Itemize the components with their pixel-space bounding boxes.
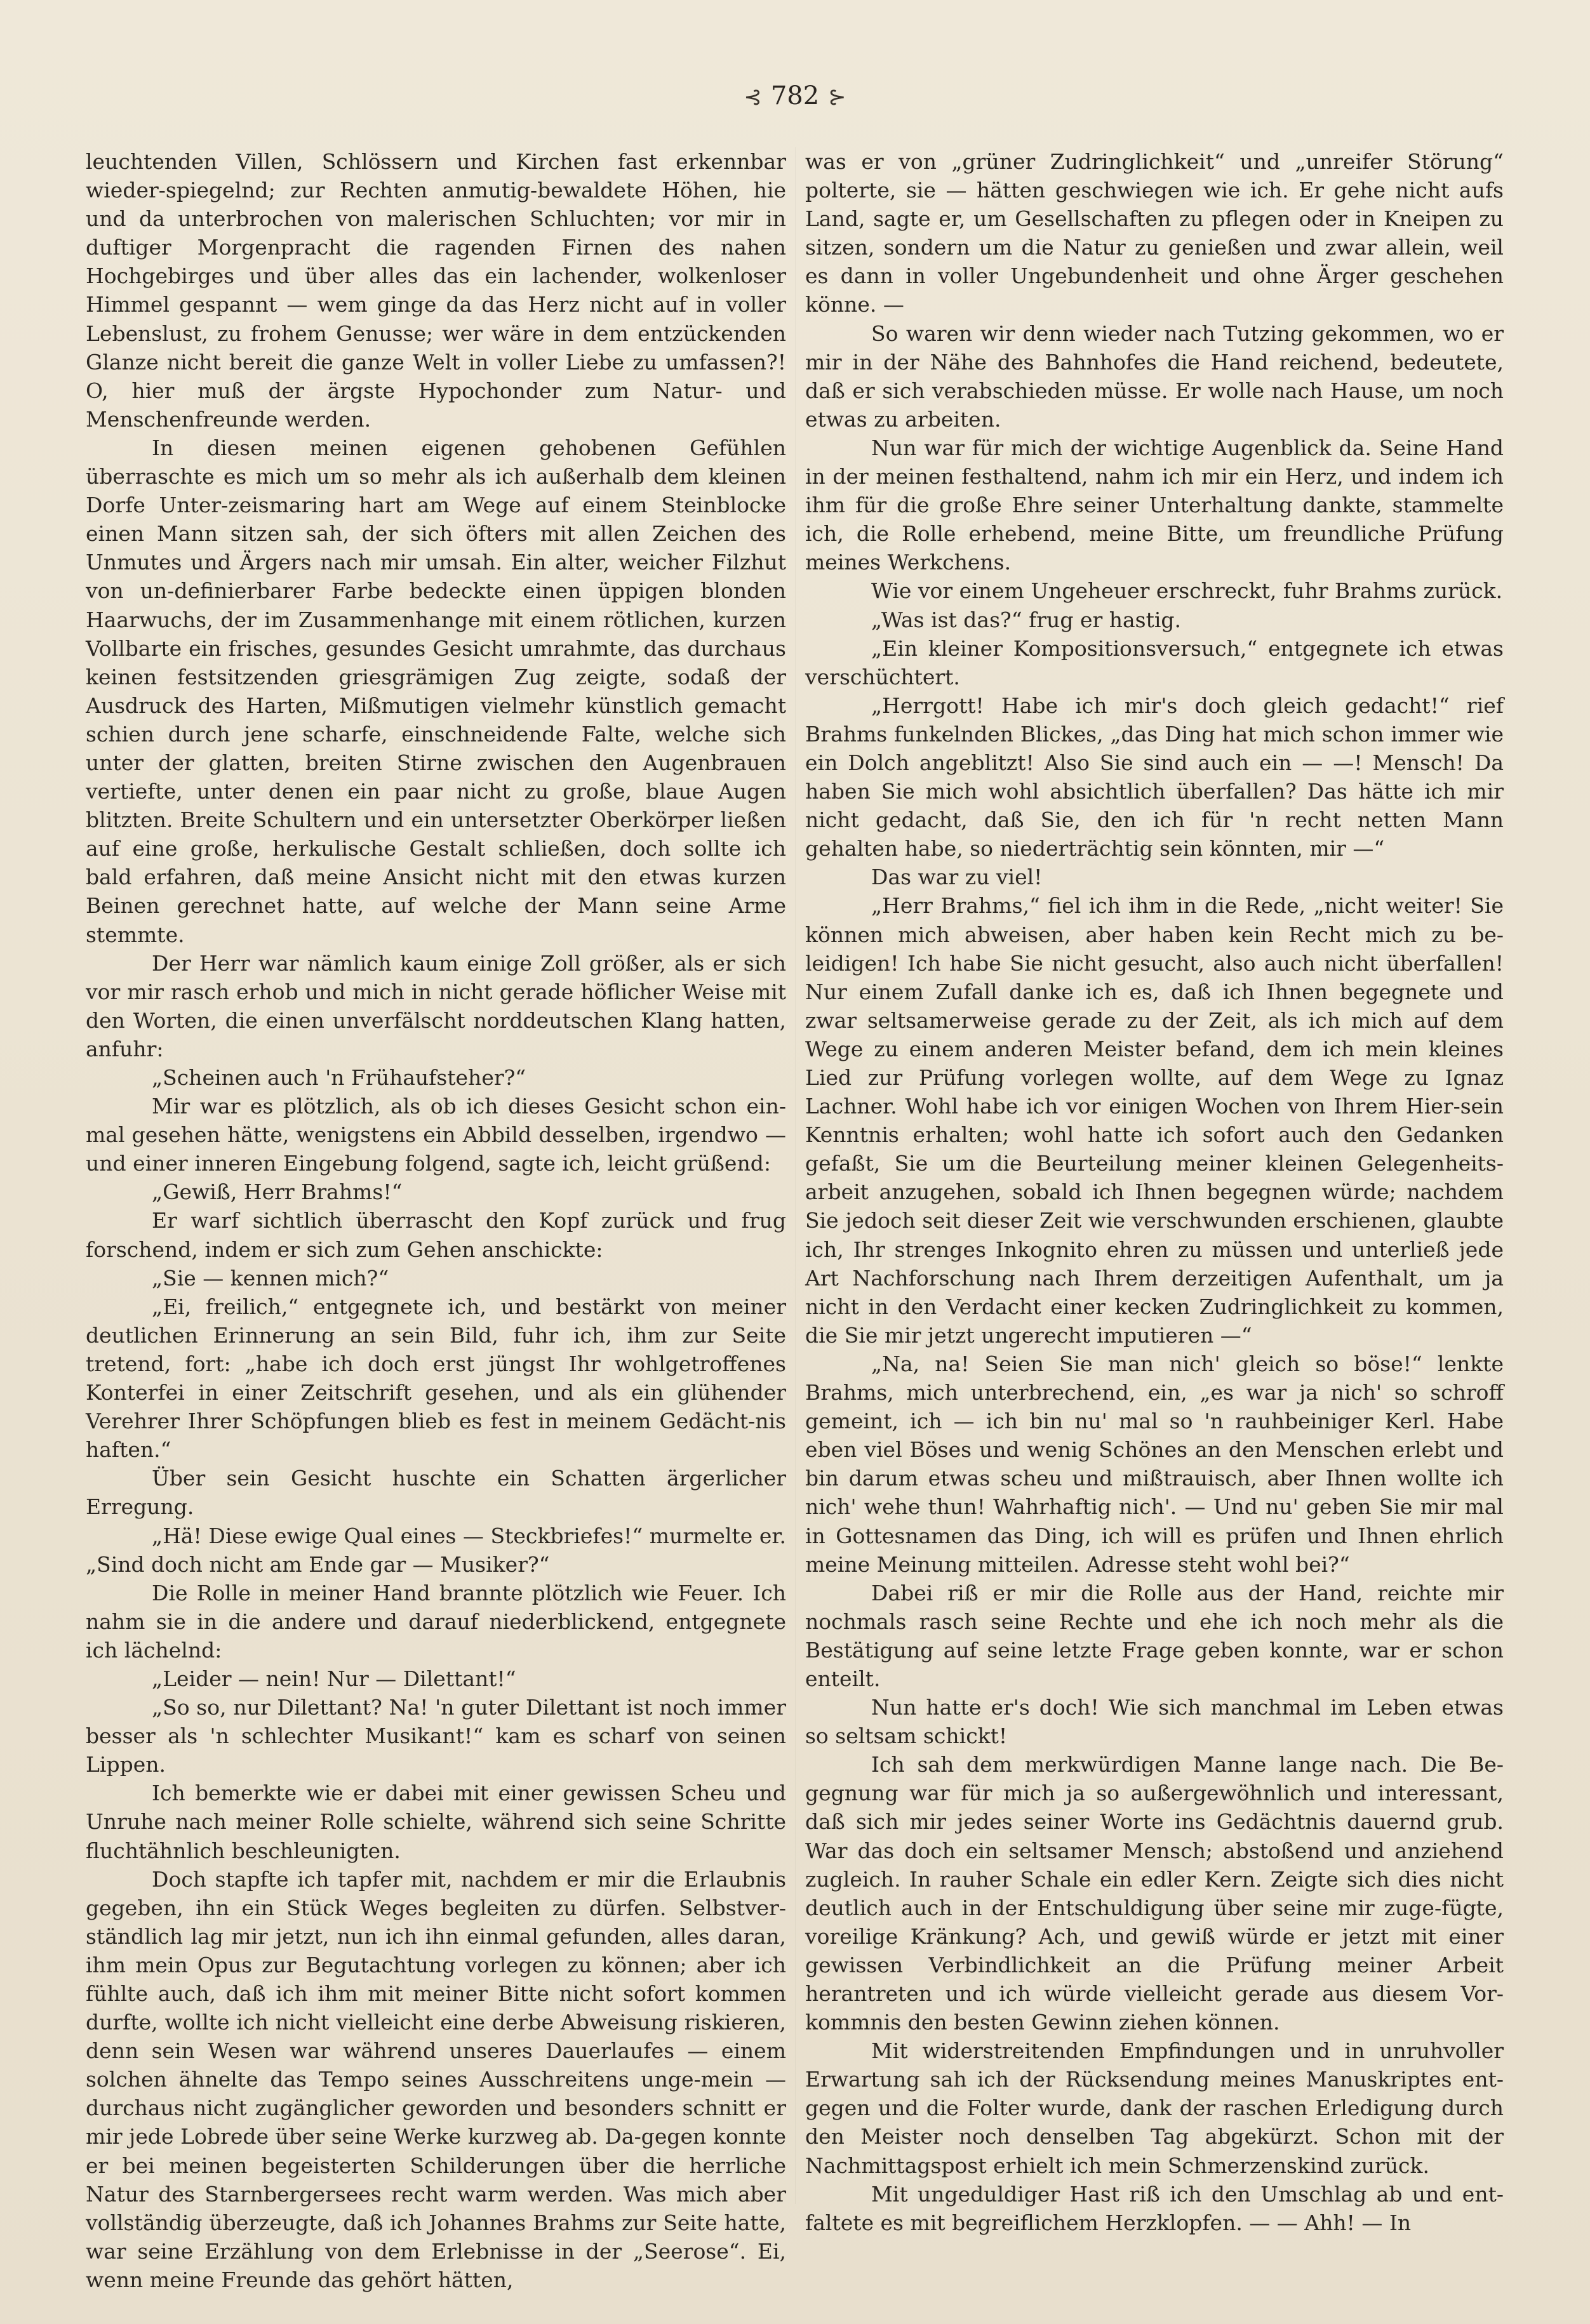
paragraph: Über sein Gesicht huschte ein Schatten ärgerlicher Erregung. (86, 1466, 786, 1520)
paragraph: „Sie — kennen mich?“ (152, 1265, 389, 1291)
page-number: 782 (770, 81, 820, 110)
paragraph: Wie vor einem Ungeheuer erschreckt, fuhr Brahms zurück. (871, 578, 1503, 604)
paragraph: „Leider — nein! Nur — Dilettant!“ (152, 1666, 516, 1691)
paragraph: In diesen meinen eigenen gehobenen Gefühlen überraschte es mich um so mehr als ich außerhalb dem kleinen Dorfe Unter-zeismaring hart am Wege auf einem Steinblocke einen Mann sitzen sah, der sich öfters mit allen Zeichen des Unmutes und Ärgers nach mir umsah. Ein alter, weicher Filzhut von un-definierbarer Farbe bedeckte einen üppigen blonden Haarwuchs, der im Zusammenhange mit einem rötlichen, kurzen Vollbarte ein frisches, gesundes Gesicht umrahmte, das durchaus keinen festsitzenden griesgrämigen Zug zeigte, sodaß der Ausdruck des Harten, Mißmutigen vielmehr künstlich gemacht schien durch jene scharfe, einschneidende Falte, welche sich unter der glatten, breiten Stirne zwischen den Augenbrauen vertiefte, unter denen ein paar nicht zu große, blaue Augen blitzten. Breite Schultern und ein untersetzter Oberkörper ließen auf eine große, herkulische Gestalt schließen, doch sollte ich bald erfahren, daß meine Ansicht nicht mit den etwas kurzen Beinen gerechnet hatte, auf welche der Mann seine Arme stemmte. (86, 435, 786, 947)
paragraph: „Ei, freilich,“ entgegnete ich, und bestärkt von meiner deutlichen Erinnerung an sein Bild, fuhr ich, ihm zur Seite tretend, fort: „habe ich doch erst jüngst Ihr wohlgetroffenes Konterfei in einer Zeitschrift gesehen, und als ein glühender Verehrer Ihrer Schöpfungen blieb es fest in meinem Gedächt-nis haften.“ (86, 1294, 786, 1463)
ornament-left-icon: ⊰ (744, 84, 762, 110)
paragraph: Er warf sichtlich überrascht den Kopf zurück und frug forschend, indem er sich zum Gehen anschickte: (86, 1208, 786, 1262)
left-column (86, 147, 786, 2294)
column-divider (795, 147, 796, 2204)
paragraph: „Ein kleiner Kompositionsversuch,“ entgegnete ich etwas verschüchtert. (805, 635, 1504, 689)
paragraph: „Gewiß, Herr Brahms!“ (152, 1179, 403, 1205)
paragraph: Dabei riß er mir die Rolle aus der Hand, reichte mir nochmals rasch seine Rechte und ehe ich noch mehr als die Bestätigung auf seine letzte Frage geben konnte, war er schon enteilt. (805, 1580, 1504, 1691)
paragraph: Nun war für mich der wichtige Augenblick da. Seine Hand in der meinen festhaltend, nahm ich mir ein Herz, und indem ich ihm für die große Ehre seiner Unterhaltung dankte, stammelte ich, die Rolle erhebend, meine Bitte, um freundliche Prüfung meines Werkchens. (805, 435, 1504, 575)
paragraph: Ich sah dem merkwürdigen Manne lange nach. Die Be-gegnung war für mich ja so außergewöhnlich und interessant, daß sich mir jedes seiner Worte ins Gedächtnis dauernd grub. War das doch ein seltsamer Mensch; abstoßend und anziehend zugleich. In rauher Schale ein edler Kern. Zeigte sich dies nicht deutlich auch in der Entschuldigung über seine mir zuge-fügte, voreilige Kränkung? Ach, und gewiß würde er jetzt mit einer gewissen Verbindlichkeit an die Prüfung meiner Arbeit herantreten und ich würde vielleicht gerade aus diesem Vor-kommnis den besten Gewinn ziehen können. (805, 1752, 1504, 2035)
right-column (805, 147, 1504, 2237)
paragraph: „Was ist das?“ frug er hastig. (871, 607, 1182, 632)
page-header (0, 81, 1590, 110)
paragraph: Mit widerstreitenden Empfindungen und in unruhvoller Erwartung sah ich der Rücksendung meines Manuskriptes ent-gegen und die Folter wurde, dank der raschen Erledigung durch den Meister noch denselben Tag abgekürzt. Schon mit der Nachmittagspost erhielt ich mein Schmerzenskind zurück. (805, 2038, 1504, 2178)
paragraph: „Scheinen auch 'n Frühaufsteher?“ (152, 1065, 526, 1090)
paragraph: „So so, nur Dilettant? Na! 'n guter Dilettant ist noch immer besser als 'n schlechter Musikant!“ kam es scharf von seinen Lippen. (86, 1695, 786, 1777)
paragraph: Nun hatte er's doch! Wie sich manchmal im Leben etwas so seltsam schickt! (805, 1695, 1504, 1749)
paragraph: „Hä! Diese ewige Qual eines — Steckbriefes!“ murmelte er. „Sind doch nicht am Ende gar — Musiker?“ (86, 1523, 786, 1577)
paragraph: was er von „grüner Zudringlichkeit“ und „unreifer Störung“ polterte, sie — hätten geschwiegen wie ich. Er gehe nicht aufs Land, sagte er, um Gesellschaften zu pflegen oder in Kneipen zu sitzen, sondern um die Natur zu genießen und zwar allein, weil es dann in voller Ungebundenheit und ohne Ärger geschehen könne. — (805, 149, 1504, 317)
paragraph: Ich bemerkte wie er dabei mit einer gewissen Scheu und Unruhe nach meiner Rolle schielte, während sich seine Schritte fluchtähnlich beschleunigten. (86, 1781, 786, 1863)
paragraph: Die Rolle in meiner Hand brannte plötzlich wie Feuer. Ich nahm sie in die andere und darauf niederblickend, entgegnete ich lächelnd: (86, 1580, 786, 1663)
paragraph: Doch stapfte ich tapfer mit, nachdem er mir die Erlaubnis gegeben, ihn ein Stück Weges begleiten zu dürfen. Selbstver-ständlich lag mir jetzt, nun ich ihn einmal gefunden, alles daran, ihm mein Opus zur Begutachtung vorlegen zu können; aber ich fühlte auch, daß ich ihm mit meiner Bitte nicht sofort kommen durfte, wollte ich nicht vielleicht eine derbe Abweisung riskieren, denn sein Wesen war während unseres Dauerlaufes — einem solchen ähnelte das Tempo seines Ausschreitens unge-mein — durchaus nicht zugänglicher geworden und besonders schnitt er mir jede Lobrede über seine Werke kurzweg ab. Da-gegen konnte er bei meinen begeisterten Schilderungen über die herrliche Natur des Starnbergersees recht warm werden. Was mich aber vollständig überzeugte, daß ich Johannes Brahms zur Seite hatte, war seine Erzählung von dem Erlebnisse in der „Seerose“. Ei, wenn meine Freunde das gehört hätten, (86, 1866, 786, 2292)
paragraph: „Herr Brahms,“ fiel ich ihm in die Rede, „nicht weiter! Sie können mich abweisen, aber haben kein Recht mich zu be-leidigen! Ich habe Sie nicht gesucht, also auch nicht überfallen! Nur einem Zufall danke ich es, daß ich Ihnen begegnete und zwar seltsamerweise gerade zu der Zeit, als ich mich auf dem Wege zu einem anderen Meister befand, dem ich mein kleines Lied zur Prüfung vorlegen wollte, auf dem Wege zu Ignaz Lachner. Wohl habe ich vor einigen Wochen von Ihrem Hier-sein Kenntnis erhalten; wohl hatte ich sofort auch den Gedanken gefaßt, Sie um die Beurteilung meiner kleinen Gelegenheits-arbeit anzugehen, sobald ich Ihnen begegnen würde; nachdem Sie jedoch seit dieser Zeit wie verschwunden erschienen, glaubte ich, Ihr strenges Inkognito ehren zu müssen und unterließ jede Art Nachforschung nach Ihrem derzeitigen Aufenthalt, um ja nicht in den Verdacht einer kecken Zudringlichkeit zu kommen, die Sie mir jetzt ungerecht imputieren —“ (805, 893, 1504, 1348)
paragraph: „Herrgott! Habe ich mir's doch gleich gedacht!“ rief Brahms funkelnden Blickes, „das Ding hat mich schon immer wie ein Dolch angeblitzt! Also Sie sind auch ein — —! Mensch! Da haben Sie mich wohl absichtlich überfallen? Das hätte ich mir nicht gedacht, daß Sie, den ich für 'n recht netten Mann gehalten habe, so niederträchtig sein könnten, mir —“ (805, 693, 1504, 861)
paragraph: Der Herr war nämlich kaum einige Zoll größer, als er sich vor mir rasch erhob und mich in nicht gerade höflicher Weise mit den Worten, die einen unverfälscht norddeutschen Klang hatten, anfuhr: (86, 950, 786, 1061)
paragraph: „Na, na! Seien Sie man nich' gleich so böse!“ lenkte Brahms, mich unterbrechend, ein, „es war ja nich' so schroff gemeint, ich — ich bin nu' mal so 'n rauhbeiniger Kerl. Habe eben viel Böses und wenig Schönes an den Menschen erlebt und bin darum etwas scheu und mißtrauisch, aber Ihnen wollte ich nich' wehe thun! Wahrhaftig nich'. — Und nu' geben Sie mir mal in Gottesnamen das Ding, ich will es prüfen und Ihnen ehrlich meine Meinung mitteilen. Adresse steht wohl bei?“ (805, 1351, 1504, 1577)
paragraph: So waren wir denn wieder nach Tutzing gekommen, wo er mir in der Nähe des Bahnhofes die Hand reichend, bedeutete, daß er sich verabschieden müsse. Er wolle nach Hause, um noch etwas zu arbeiten. (805, 321, 1504, 432)
paragraph: leuchtenden Villen, Schlössern und Kirchen fast erkennbar wieder-spiegelnd; zur Rechten anmutig-bewaldete Höhen, hie und da unterbrochen von malerischen Schluchten; vor mir in duftiger Morgenpracht die ragenden Firnen des nahen Hochgebirges und über alles das ein lachender, wolkenloser Himmel gespannt — wem ginge da das Herz nicht auf in voller Lebenslust, zu frohem Genusse; wer wäre in dem entzückenden Glanze nicht bereit die ganze Welt in voller Liebe zu umfassen?! O, hier muß der ärgste Hypochonder zum Natur- und Menschenfreunde werden. (86, 149, 786, 432)
paragraph: Das war zu viel! (871, 865, 1043, 890)
paragraph: Mit ungeduldiger Hast riß ich den Umschlag ab und ent-faltete es mit begreiflichem Herzklopfen. — — Ahh! — In (805, 2181, 1504, 2235)
ornament-right-icon: ⊱ (828, 84, 846, 110)
paragraph: Mir war es plötzlich, als ob ich dieses Gesicht schon ein-mal gesehen hätte, wenigstens ein Abbild desselben, irgendwo — und einer inneren Eingebung folgend, sagte ich, leicht grüßend: (86, 1094, 786, 1176)
